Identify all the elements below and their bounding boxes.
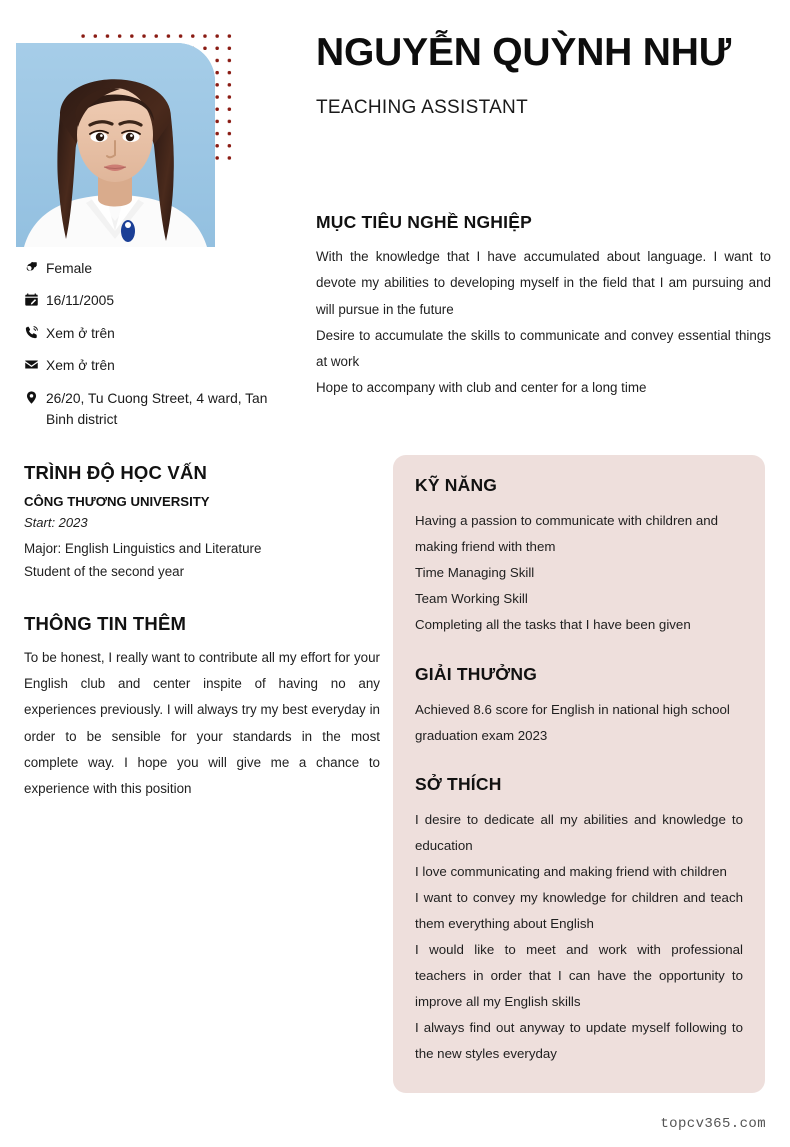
education-section bbox=[24, 462, 380, 583]
contact-item-address bbox=[24, 388, 276, 431]
hobby-item: I want to convey my knowledge for children and teach them everything about English bbox=[415, 890, 743, 932]
education-start-date: Start: 2023 bbox=[24, 515, 88, 530]
contact-list bbox=[24, 258, 276, 441]
skill-item: Completing all the tasks that I have been given bbox=[415, 616, 691, 632]
objective-line: Desire to accumulate the skills to communicate and convey essential things at work bbox=[316, 327, 771, 370]
skills-heading: KỸ NĂNG bbox=[415, 475, 498, 495]
hobbies-section bbox=[415, 774, 743, 1066]
contact-value: 26/20, Tu Cuong Street, 4 ward, Tan Binh district bbox=[46, 390, 268, 427]
education-organization: CÔNG THƯƠNG UNIVERSITY bbox=[24, 494, 210, 509]
contact-value: Female bbox=[46, 261, 93, 276]
section-spacer bbox=[415, 638, 743, 664]
hobby-item: I desire to dedicate all my abilities and knowledge to education bbox=[415, 812, 743, 854]
education-detail: Student of the second year bbox=[24, 564, 185, 580]
objective-line: Hope to accompany with club and center for a long time bbox=[316, 380, 647, 396]
career-objective-section bbox=[316, 212, 771, 402]
awards-heading: GIẢI THƯỞNG bbox=[415, 663, 538, 684]
contact-item-birthdate bbox=[24, 290, 276, 311]
contact-value: 16/11/2005 bbox=[46, 293, 115, 309]
contact-value: Xem ở trên bbox=[46, 325, 115, 341]
skills-section bbox=[415, 475, 743, 638]
contact-item-phone[interactable] bbox=[24, 323, 276, 344]
objective-heading: MỤC TIÊU NGHỀ NGHIỆP bbox=[316, 212, 532, 232]
education-heading: TRÌNH ĐỘ HỌC VẤN bbox=[24, 462, 208, 483]
page-title: NGUYỄN QUỲNH NHƯ bbox=[316, 31, 731, 74]
education-detail: Major: English Linguistics and Literature bbox=[24, 541, 262, 556]
header-text-block bbox=[316, 30, 774, 119]
phone-icon bbox=[24, 323, 46, 340]
contact-item-email[interactable] bbox=[24, 355, 276, 376]
hobby-item: I always find out anyway to update myself following to the new styles everyday bbox=[415, 1019, 743, 1061]
contact-item-gender bbox=[24, 258, 276, 279]
watermark: topcv365.com bbox=[660, 1116, 766, 1132]
contact-value: Xem ở trên bbox=[46, 358, 115, 374]
mail-icon bbox=[24, 355, 46, 372]
skill-item: Team Working Skill bbox=[415, 590, 528, 606]
right-panel bbox=[393, 455, 765, 1093]
additional-info-section bbox=[24, 613, 380, 802]
hobbies-heading: SỞ THÍCH bbox=[415, 774, 502, 795]
left-column bbox=[24, 462, 380, 802]
section-spacer bbox=[24, 583, 380, 613]
award-item: Achieved 8.6 score for English in national high school graduation exam 2023 bbox=[415, 701, 730, 743]
section-spacer bbox=[415, 748, 743, 774]
profile-photo bbox=[16, 43, 215, 247]
job-title: TEACHING ASSISTANT bbox=[316, 97, 528, 119]
hobby-item: I would like to meet and work with professional teachers in order that I can have the opportunity to improve all my English skills bbox=[415, 942, 743, 1009]
additional-info-paragraph: To be honest, I really want to contribute all my effort for your English club and center inspite of having no any experiences previously. I will always try my best everyday in order to be sensible for your standards in the most complete way. I hope you will give me a chance to experience with this position bbox=[24, 650, 380, 796]
skill-item: Time Managing Skill bbox=[415, 564, 535, 580]
awards-section bbox=[415, 664, 743, 749]
additional-info-heading: THÔNG TIN THÊM bbox=[24, 613, 187, 635]
location-icon bbox=[24, 388, 46, 405]
objective-line: With the knowledge that I have accumulated about language. I want to devote my abilities to developing myself in the field that I am pursuing and will pursue in the future bbox=[316, 249, 771, 317]
hobby-item: I love communicating and making friend with children bbox=[415, 864, 727, 880]
calendar-icon bbox=[24, 290, 46, 307]
skill-item: Having a passion to communicate with children and making friend with them bbox=[415, 513, 719, 554]
gender-icon bbox=[24, 258, 46, 275]
